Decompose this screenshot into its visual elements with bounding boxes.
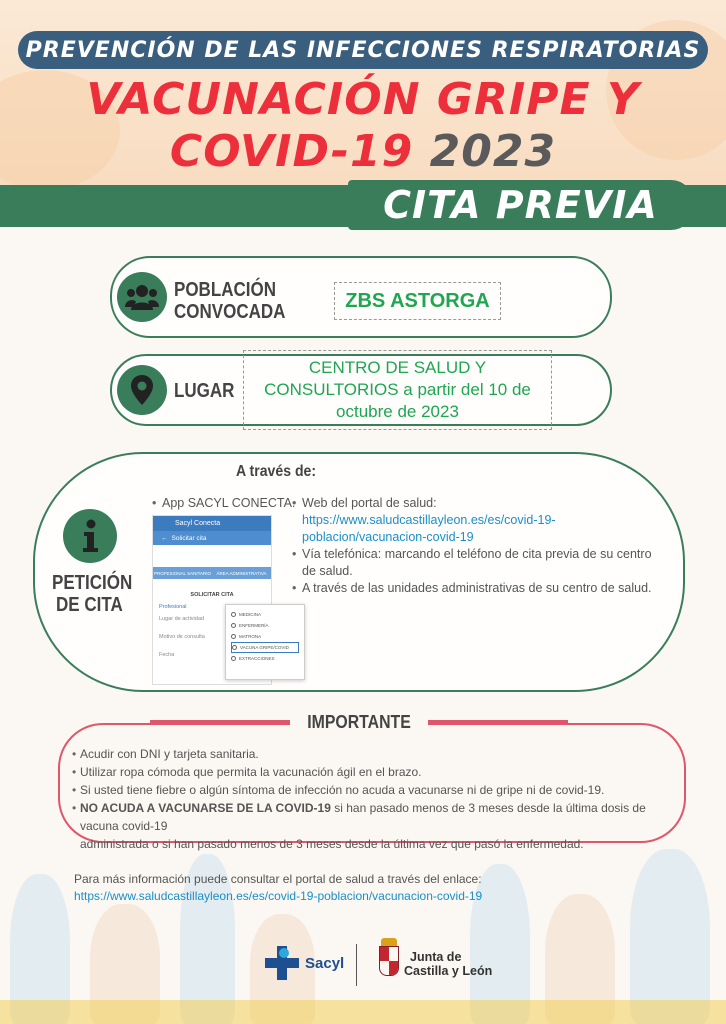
location-pin-icon [117, 365, 167, 415]
app-subbar-title: Solicitar cita [171, 534, 207, 542]
lugar-value-line3: octubre de 2023 [336, 402, 459, 421]
app-tab-profesional: PROFESIONAL SANITARIO [153, 570, 211, 576]
importante-item: • Si usted tiene fiebre o algún síntoma de infección no acuda a vacunarse ni de gripe ni de covid-19. [74, 781, 674, 799]
web-link-1[interactable]: https://www.saludcastillayleon.es/es/covid-19- [302, 513, 556, 527]
app-option: MEDICINA [231, 609, 299, 620]
app-list [152, 495, 295, 512]
importante-item: • Acudir con DNI y tarjeta sanitaria. [74, 745, 674, 763]
more-info-link[interactable]: https://www.saludcastillayleon.es/es/covid-19-poblacion/vacunacion-covid-19 [74, 889, 483, 903]
app-item: • App SACYL CONECTA. [152, 495, 295, 512]
header-pill-title: PREVENCIÓN DE LAS INFECCIONES RESPIRATORIAS [18, 31, 708, 69]
phone-item: • Vía telefónica: marcando el teléfono de cita previa de su centro de salud. [292, 546, 652, 580]
importante-item-bold: NO ACUDA A VACUNARSE DE LA COVID-19 [80, 801, 331, 815]
web-link-2[interactable]: poblacion/vacunacion-covid-19 [302, 530, 474, 544]
title-covid: COVID-19 [169, 126, 414, 177]
jcyl-shield-icon [378, 938, 400, 978]
poblacion-value: ZBS ASTORGA [345, 289, 490, 312]
title-line-2 [0, 126, 726, 178]
sacyl-cross-icon [265, 946, 299, 980]
lugar-value-box [243, 350, 552, 430]
lugar-value-line2: CONSULTORIOS a partir del 10 de [264, 380, 531, 399]
app-subbar [153, 531, 271, 545]
admin-item: • A través de las unidades administrativas de su centro de salud. [292, 580, 652, 597]
logo-divider [356, 944, 357, 986]
app-tabs [153, 567, 271, 579]
jcyl-logo [378, 938, 492, 978]
web-item [292, 495, 652, 546]
importante-item: • Utilizar ropa cómoda que permita la vacunación ágil en el brazo. [74, 763, 674, 781]
cita-previa-title: CITA PREVIA [383, 183, 658, 227]
info-icon [63, 509, 117, 563]
app-option: ENFERMERÍA [231, 620, 299, 631]
lugar-value-line1: CENTRO DE SALUD Y [308, 358, 487, 377]
people-icon [117, 272, 167, 322]
app-option-selected: VACUNA GRIPE/COVID [231, 642, 299, 653]
web-item-prefix: Web del portal de salud: [302, 496, 437, 510]
jcyl-line2: Castilla y León [404, 964, 493, 978]
page-title [0, 74, 726, 178]
title-year: 2023 [429, 126, 557, 177]
lugar-label: LUGAR [174, 380, 235, 402]
sacyl-text: Sacyl [305, 954, 345, 972]
app-options-popup [225, 604, 305, 680]
importante-item-rest-2: administrada o si han pasado menos de 3 meses desde la última vez que pasó la enfermedad. [80, 837, 584, 851]
app-bar: Sacyl Conecta [153, 516, 271, 531]
peticion-label [52, 572, 133, 616]
peticion-label-line1: PETICIÓN [52, 572, 133, 594]
app-row-fecha: Fecha [159, 652, 175, 658]
poblacion-label [174, 279, 285, 323]
poblacion-label-line2: CONVOCADA [174, 301, 286, 323]
importante-line-left [150, 720, 290, 724]
back-arrow-icon: ← [161, 534, 168, 542]
app-row-motivo: Motivo de consulta [159, 634, 205, 640]
sacyl-logo [265, 946, 344, 980]
importante-line-right [428, 720, 568, 724]
jcyl-line1: Junta de [410, 950, 462, 964]
app-profesional-label: Profesional [159, 604, 187, 610]
app-option: EXTRACCIONES [231, 653, 299, 664]
poblacion-label-line1: POBLACIÓN [174, 279, 276, 301]
jcyl-text [404, 950, 492, 978]
importante-item-covid [74, 799, 674, 853]
peticion-label-line2: DE CITA [56, 594, 123, 616]
app-option: MATRONA [231, 631, 299, 642]
a-traves-heading: A través de: [236, 463, 317, 480]
title-line-1: VACUNACIÓN GRIPE Y [86, 74, 640, 125]
importante-item-rest-1: si han pasado menos de 3 meses desde la última dosis de vacuna covid-19 [80, 801, 646, 833]
more-info-text: Para más información puede consultar el portal de salud a través del enlace: [74, 872, 482, 886]
importante-title: IMPORTANTE [307, 711, 411, 732]
more-info [74, 871, 482, 905]
app-section-title: SOLICITAR CITA [190, 592, 234, 598]
poblacion-value-box [334, 282, 501, 320]
app-row-lugar: Lugar de actividad [159, 616, 204, 622]
importante-list [74, 745, 674, 853]
app-tab-administrativa: ÁREA ADMINISTRATIVA [216, 570, 267, 576]
request-methods-list [292, 495, 652, 597]
bottom-strip [0, 1000, 726, 1024]
